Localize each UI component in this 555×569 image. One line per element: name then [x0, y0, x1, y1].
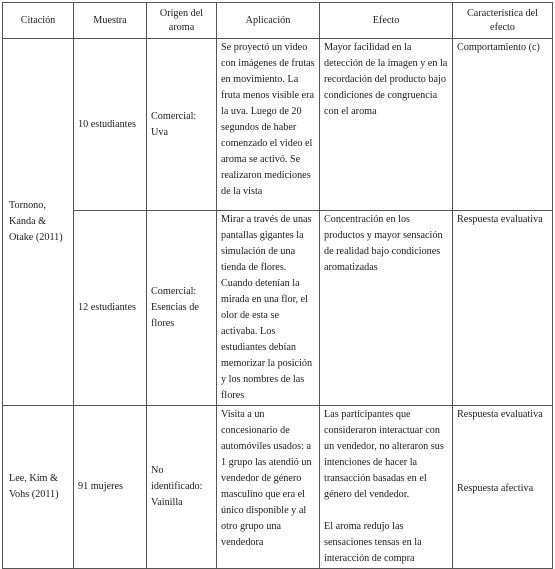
muestra-cell: 10 estudiantes — [74, 39, 147, 211]
aplicacion-cell: Visita a un concesionario de automóviles usados: a 1 grupo las atendió un vendedor de género masculino que era el único disponible y al otro grupo una vendedora — [217, 406, 320, 569]
header-row — [3, 3, 553, 39]
origen-cell: Comercial: Esencias de flores — [147, 211, 217, 406]
caracteristica-paragraph: Respuesta afectiva — [457, 483, 534, 494]
caracteristica-cell: Comportamiento (c) — [453, 39, 553, 211]
efecto-cell — [320, 406, 453, 569]
header-efecto: Efecto — [320, 3, 453, 39]
citation-cell: Tornono, Kanda & Otake (2011) — [3, 39, 74, 406]
muestra-cell: 91 mujeres — [74, 406, 147, 569]
caracteristica-paragraph: Respuesta evaluativa — [457, 409, 543, 420]
table-row — [3, 39, 553, 211]
header-caracteristica: Característica del efecto — [453, 3, 553, 39]
efecto-paragraph: El aroma redujo las sensaciones tensas en la interacción de compra — [324, 521, 422, 564]
muestra-cell: 12 estudiantes — [74, 211, 147, 406]
caracteristica-cell: Respuesta evaluativa — [453, 211, 553, 406]
header-aplicacion: Aplicación — [217, 3, 320, 39]
table-row — [3, 211, 553, 406]
origen-cell: No identificado: Vainilla — [147, 406, 217, 569]
effects-table — [2, 2, 553, 569]
citation-cell: Lee, Kim & Vohs (2011) — [3, 406, 74, 569]
header-citacion: Citación — [3, 3, 74, 39]
efecto-cell: Concentración en los productos y mayor sensación de realidad bajo condiciones aromatizadas — [320, 211, 453, 406]
header-origen: Origen del aroma — [147, 3, 217, 39]
table-row — [3, 406, 553, 569]
aplicacion-cell: Mirar a través de unas pantallas gigantes la simulación de una tienda de flores. Cuando detenían la mirada en una flor, el olor de esta se activaba. Los estudiantes debían memorizar la posición y los nombres de las flores — [217, 211, 320, 406]
aplicacion-cell: Se proyectó un video con imágenes de frutas en movimiento. La fruta menos visible era la uva. Luego de 20 segundos de haber comenzado el video el aroma se activó. Se realizaron mediciones de la vista — [217, 39, 320, 211]
origen-cell: Comercial: Uva — [147, 39, 217, 211]
header-muestra: Muestra — [74, 3, 147, 39]
efecto-cell: Mayor facilidad en la detección de la imagen y en la recordación del producto bajo condiciones de congruencia con el aroma — [320, 39, 453, 211]
caracteristica-cell — [453, 406, 553, 569]
efecto-paragraph: Las participantes que consideraron interactuar con un vendedor, no alteraron sus intenciones de hacer la transacción basadas en el género del vendedor. — [324, 409, 444, 500]
